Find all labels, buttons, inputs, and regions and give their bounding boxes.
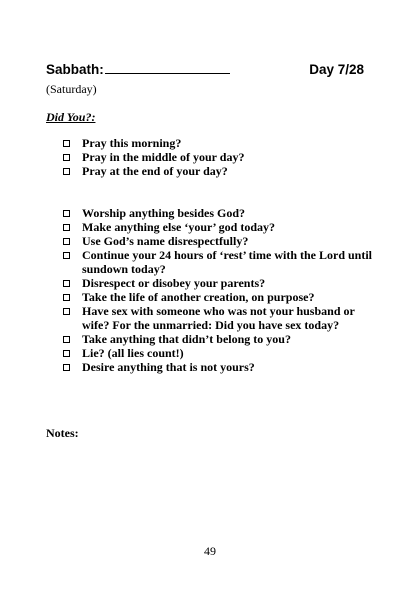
checklist-item bbox=[62, 220, 382, 234]
checkbox-icon bbox=[63, 154, 70, 161]
checkbox-icon bbox=[63, 168, 70, 175]
checklist-item-label: Pray this morning? bbox=[82, 136, 182, 150]
checkbox-icon bbox=[63, 210, 70, 217]
checklist-item bbox=[62, 150, 382, 164]
sabbath-title: Sabbath: bbox=[46, 62, 104, 77]
checkbox-icon bbox=[63, 280, 70, 287]
checklist-item-label: Disrespect or disobey your parents? bbox=[82, 276, 266, 290]
page-header bbox=[46, 62, 364, 80]
checklist-item bbox=[62, 248, 382, 276]
checklist-item bbox=[62, 276, 382, 290]
checklist-item-label: Take anything that didn’t belong to you? bbox=[82, 332, 291, 346]
checklist-item-label: Pray in the middle of your day? bbox=[82, 150, 245, 164]
checklist-item-label: Desire anything that is not yours? bbox=[82, 360, 255, 374]
sabbath-blank-line bbox=[105, 62, 230, 74]
checklist-item bbox=[62, 206, 382, 220]
checklist-item-label: Have sex with someone who was not your husband or wife? For the unmarried: Did you have sex today? bbox=[82, 304, 355, 332]
checkbox-icon bbox=[63, 350, 70, 357]
checkbox-icon bbox=[63, 294, 70, 301]
checklist-item bbox=[62, 234, 382, 248]
page-number: 49 bbox=[204, 544, 216, 558]
checkbox-icon bbox=[63, 252, 70, 259]
header-title-group bbox=[46, 62, 230, 77]
checkbox-icon bbox=[63, 224, 70, 231]
checklist-item bbox=[62, 164, 382, 178]
checklist-item bbox=[62, 304, 382, 332]
checklist-item-label: Take the life of another creation, on purpose? bbox=[82, 290, 315, 304]
checklist-item bbox=[62, 346, 382, 360]
checklist-item-label: Continue your 24 hours of ‘rest’ time with the Lord until sundown today? bbox=[82, 248, 373, 276]
checklist-item-label: Use God’s name disrespectfully? bbox=[82, 234, 249, 248]
notes-label: Notes: bbox=[46, 426, 79, 440]
checklist-item bbox=[62, 360, 382, 374]
commandments-checklist bbox=[62, 206, 382, 374]
checkbox-icon bbox=[63, 364, 70, 371]
checkbox-icon bbox=[63, 238, 70, 245]
checklist-item-label: Make anything else ‘your’ god today? bbox=[82, 220, 275, 234]
checklist-item-label: Pray at the end of your day? bbox=[82, 164, 228, 178]
day-counter: Day 7/28 bbox=[309, 62, 364, 77]
checklist-item bbox=[62, 290, 382, 304]
prayer-checklist bbox=[62, 136, 382, 178]
checkbox-icon bbox=[63, 336, 70, 343]
checklist-item-label: Lie? (all lies count!) bbox=[82, 346, 184, 360]
weekday-subtitle: (Saturday) bbox=[46, 82, 97, 96]
checkbox-icon bbox=[63, 140, 70, 147]
checkbox-icon bbox=[63, 308, 70, 315]
checklist-item bbox=[62, 136, 382, 150]
checklist-item-label: Worship anything besides God? bbox=[82, 206, 246, 220]
checklist-item bbox=[62, 332, 382, 346]
did-you-heading: Did You?: bbox=[46, 110, 96, 124]
